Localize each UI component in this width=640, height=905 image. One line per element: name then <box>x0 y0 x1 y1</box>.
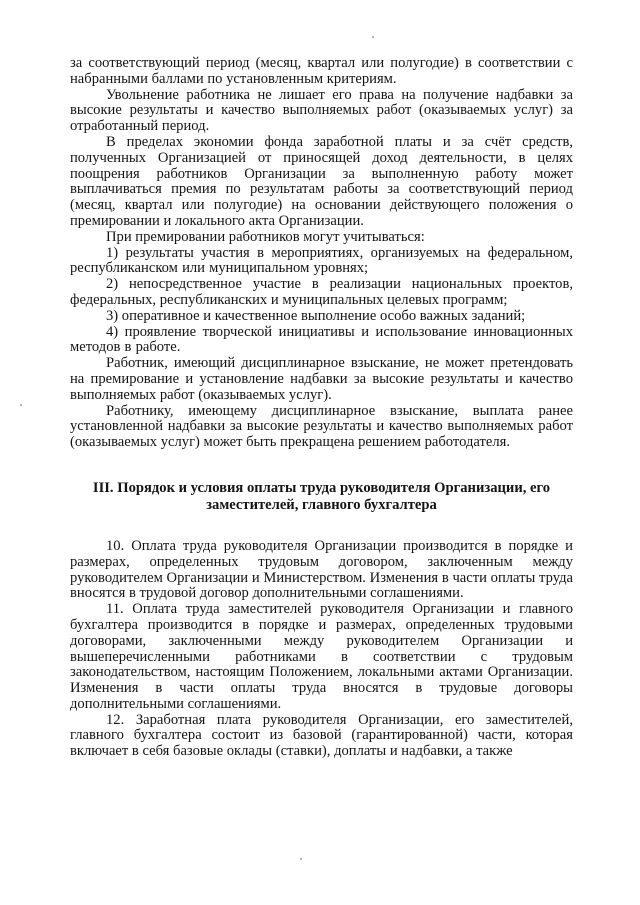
paragraph-bonus-termination: Работнику, имеющему дисциплинарное взыскание, выплата ранее установленной надбавки за высокие результаты и качество выполняемых работ (оказываемых услуг) может быть прекращена решением работодателя. <box>70 402 573 451</box>
scan-speck <box>372 36 374 38</box>
section-heading-line: заместителей, главного бухгалтера <box>206 496 437 513</box>
paragraph-dismissal: Увольнение работника не лишает его права на получение надбавки за высокие результаты и качество выполняемых работ (оказываемых услуг) за отработанный период. <box>70 86 573 135</box>
paragraph-bonus-fund: В пределах экономии фонда заработной платы и за счёт средств, полученных Организацией от приносящей доход деятельности, в целях поощрения работников Организации за выполненную работу может выплачиваться премия по результатам работы за соответствующий период (месяц, квартал или полугодие) на основании действующего положения о премировании и локального акта Организации. <box>70 133 573 229</box>
clause-11: 11. Оплата труда заместителей руководителя Организации и главного бухгалтера производится в порядке и размерах, определенных трудовыми договорами, заключенными между руководителем Организации и вышеперечисленными работниками в соответствии с трудовым законодательством, настоящим Положением, локальными актами Организации. Изменения в части оплаты труда вносятся в трудовые договоры дополнительными соглашениями. <box>70 601 573 712</box>
section-heading <box>70 480 573 514</box>
scan-speck <box>300 858 302 860</box>
document-body <box>70 56 573 760</box>
paragraph-disciplinary: Работник, имеющий дисциплинарное взыскание, не может претендовать на премирование и установление надбавки за высокие результаты и качество выполняемых работ (оказываемых услуг). <box>70 355 573 403</box>
criteria-item: 2) непосредственное участие в реализации национальных проектов, федеральных, республиканских и муниципальных целевых программ; <box>70 276 573 308</box>
clause-12: 12. Заработная плата руководителя Организации, его заместителей, главного бухгалтера состоит из базовой (гарантированной) части, которая включает в себя базовые оклады (ставки), доплаты и надбавки, а также <box>70 711 573 760</box>
paragraph-criteria-intro: При премировании работников могут учитываться: <box>106 228 425 245</box>
scan-speck <box>20 404 22 406</box>
paragraph-continuation: за соответствующий период (месяц, квартал или полугодие) в соответствии с набранными баллами по установленным критериям. <box>70 55 573 87</box>
criteria-item: 1) результаты участия в мероприятиях, организуемых на федеральном, республиканском или муниципальном уровнях; <box>70 244 573 277</box>
criteria-item: 4) проявление творческой инициативы и использование инновационных методов в работе. <box>70 323 573 356</box>
clause-10: 10. Оплата труда руководителя Организации производится в порядке и размерах, определенных трудовым договором, заключенным между руководителем Организации и Министерством. Изменения в части оплаты труда вносятся в трудовой договор дополнительными соглашениями. <box>70 537 573 602</box>
criteria-item: 3) оперативное и качественное выполнение особо важных заданий; <box>106 307 526 324</box>
section-heading-line: III. Порядок и условия оплаты труда руководителя Организации, его <box>92 479 551 496</box>
